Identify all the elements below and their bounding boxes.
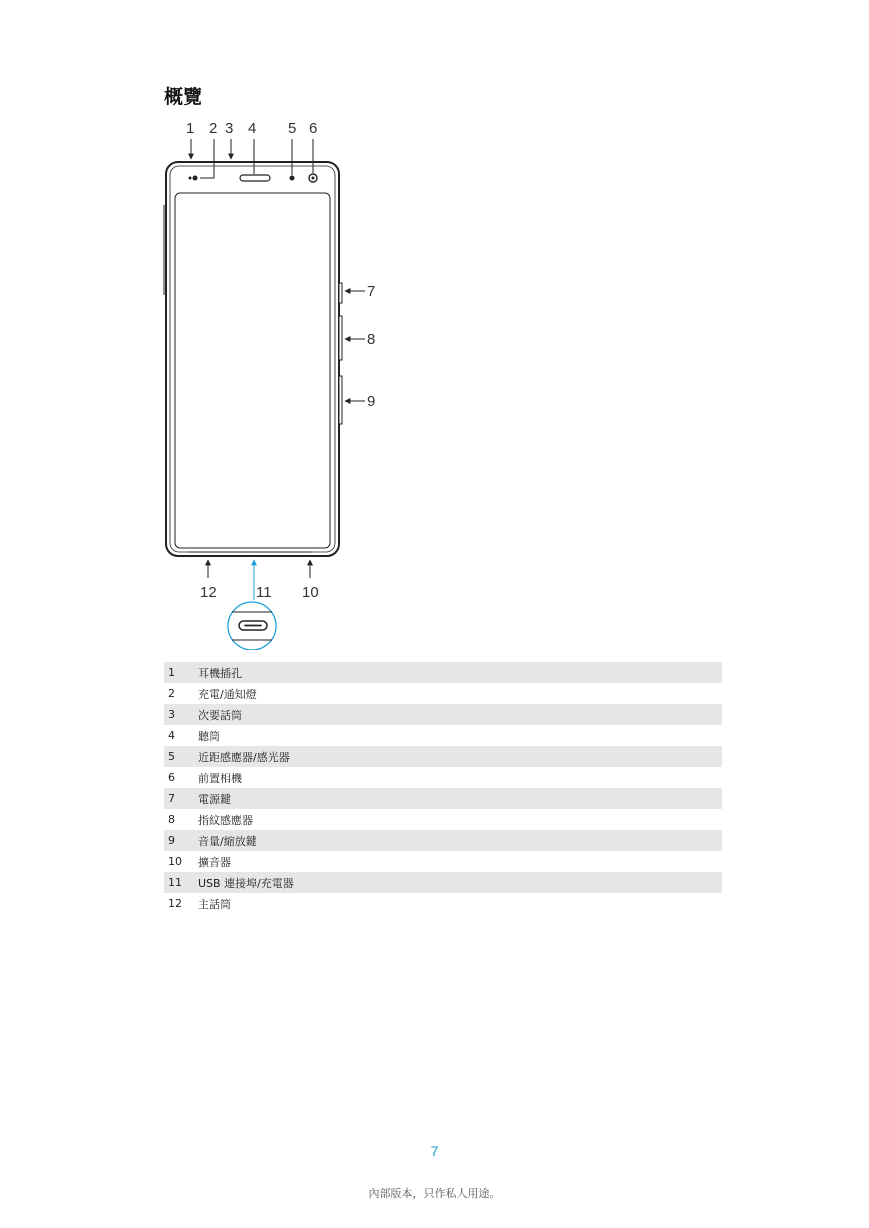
footer-note: 內部版本，只作私人用途。: [368, 1187, 501, 1200]
legend-label: 電源鍵: [198, 788, 722, 809]
callout-9: 9: [367, 393, 376, 410]
callout-5: 5: [288, 120, 297, 137]
legend-label: 主話筒: [198, 897, 231, 911]
legend-row: [164, 830, 722, 851]
legend-label: 次要話筒: [198, 704, 722, 725]
legend-label: 指紋感應器: [198, 813, 253, 827]
legend-number: 8: [168, 813, 175, 826]
callout-10: 10: [302, 584, 319, 601]
notification-light-lens: [193, 176, 198, 181]
power-key: [339, 283, 342, 303]
phone-screen: [175, 193, 330, 548]
legend-label: 充電/通知燈: [198, 687, 257, 701]
legend-number: 1: [164, 662, 198, 683]
legend-label: 近距感應器/感光器: [198, 746, 722, 767]
legend-row: [164, 809, 722, 830]
volume-key: [339, 376, 342, 424]
legend-label: 前置相機: [198, 771, 242, 785]
callout-3: 3: [225, 120, 234, 137]
legend-row: [164, 704, 722, 725]
legend-number: 5: [164, 746, 198, 767]
phone-front-diagram: [150, 110, 390, 650]
legend-number: 7: [164, 788, 198, 809]
proximity-sensor: [290, 176, 295, 181]
fingerprint-sensor: [339, 316, 342, 360]
callout-7: 7: [367, 283, 376, 300]
callout-1: 1: [186, 120, 195, 137]
callout-11: 11: [256, 584, 272, 601]
legend-label: 耳機插孔: [198, 662, 722, 683]
legend-row: [164, 767, 722, 788]
legend-row: [164, 788, 722, 809]
legend-label: 音量/縮放鍵: [198, 830, 722, 851]
legend-number: 9: [164, 830, 198, 851]
legend-row: [164, 893, 722, 914]
legend-label: 聽筒: [198, 729, 220, 743]
legend-label: USB 連接埠/充電器: [198, 872, 722, 893]
callout-12: 12: [200, 584, 217, 601]
callout-8: 8: [367, 331, 376, 348]
page-number: 7: [430, 1143, 439, 1159]
legend-number: 4: [168, 729, 175, 742]
callout-4: 4: [248, 120, 257, 137]
legend-label: 擴音器: [198, 855, 231, 869]
earpiece-slot: [240, 175, 270, 181]
callout-6: 6: [309, 120, 318, 137]
parts-legend-table: [164, 662, 722, 914]
legend-number: 11: [164, 872, 198, 893]
legend-number: 12: [168, 897, 182, 910]
legend-row: [164, 872, 722, 893]
legend-number: 6: [168, 771, 175, 784]
legend-row: [164, 725, 722, 746]
notification-light: [189, 177, 192, 180]
callout-2: 2: [209, 120, 218, 137]
legend-row: [164, 662, 722, 683]
legend-row: [164, 851, 722, 872]
legend-number: 3: [164, 704, 198, 725]
page-title: 概覽: [164, 86, 203, 108]
legend-number: 2: [168, 687, 175, 700]
legend-row: [164, 746, 722, 767]
legend-number: 10: [168, 855, 182, 868]
legend-row: [164, 683, 722, 704]
